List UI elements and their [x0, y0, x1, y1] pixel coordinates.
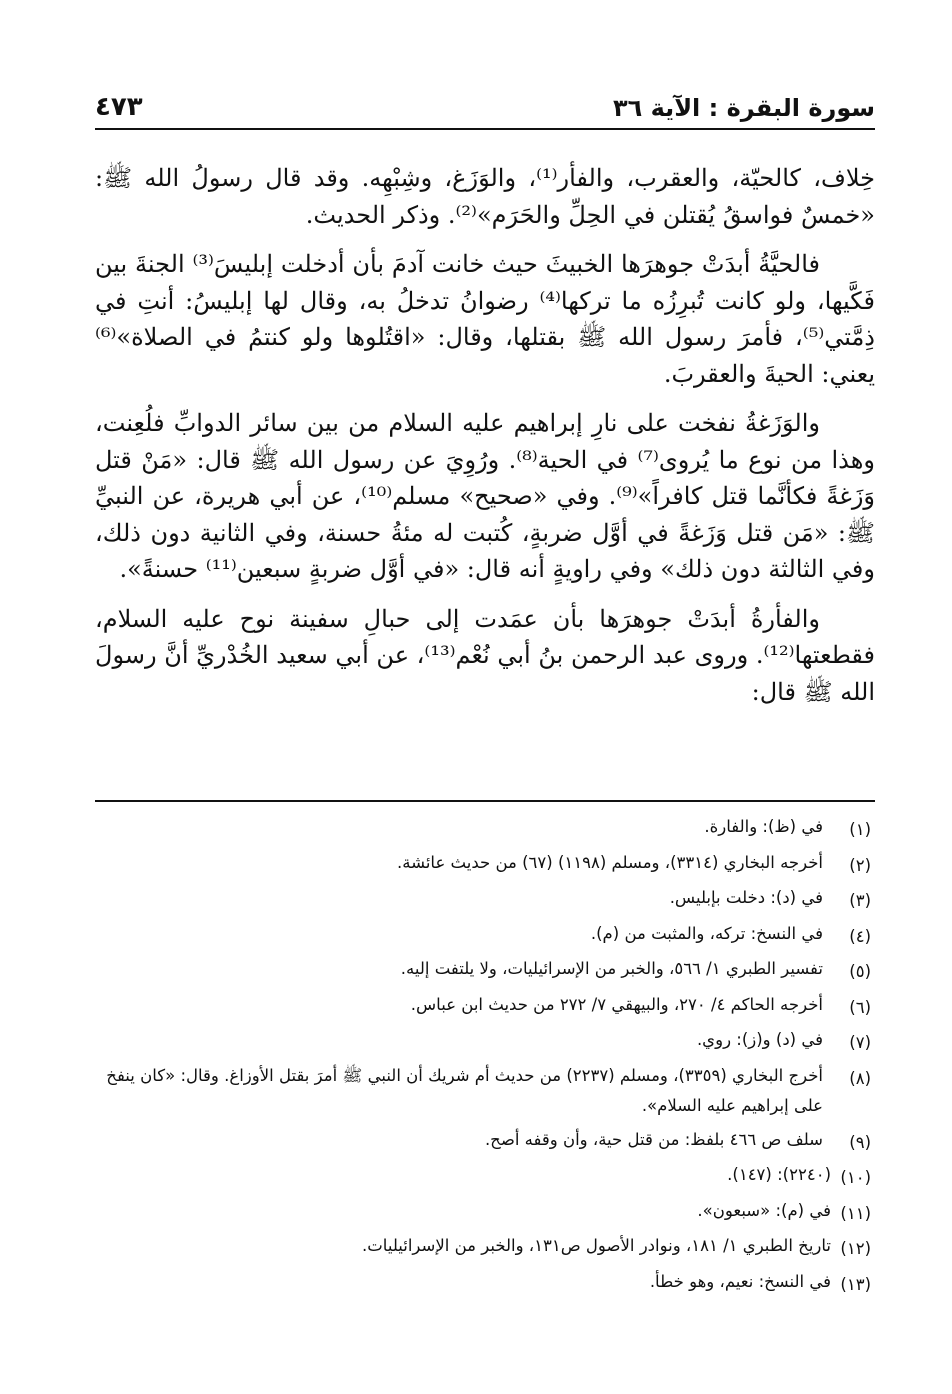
footnote-number: (٧): [849, 1033, 871, 1052]
footnotes: [95, 812, 875, 1302]
footnote-text: تاريخ الطبري ١/ ١٨١، ونوادر الأصول ص١٣١، والخبر من الإسرائيليات.: [362, 1236, 831, 1255]
footnote-number: (١١): [840, 1203, 871, 1223]
footnote-text: سلف ص ٤٦٦ بلفظ: من قتل حية، وأن وقفه أصح.: [484, 1129, 823, 1149]
footnote: [95, 990, 875, 1026]
footnote: [95, 1061, 875, 1125]
paragraph: فالحيَّةُ أبدَتْ جوهرَها الخبيثَ حيث خانت آدمَ بأن أدخلت إبليسَ⁽³⁾ الجنةَ بين فَكَّيها، ولو كانت تُبرِزُه ما تركها⁽⁴⁾ رضوانُ تدخلُ به، وقال لها إبليسُ: أنتِ في ذِمَّتي⁽⁵⁾، فأمرَ رسول الله ﷺ بقتلها، وقال: «اقتُلوها ولو كنتمُ في الصلاة»⁽⁶⁾ يعني: الحيةَ والعقربَ.: [95, 250, 875, 388]
footnote: [95, 883, 875, 919]
footnote-number: (٥): [849, 962, 871, 981]
footnote: [95, 1196, 875, 1232]
page-header: [95, 82, 875, 122]
footnote-text: في النسخ: نعيم، وهو خطأ.: [649, 1271, 831, 1291]
footnote-text: في (م): «سبعون».: [697, 1200, 831, 1220]
footnote-text: في النسخ: تركه، والمثبت من (م).: [590, 923, 823, 943]
footnote-number: (١): [849, 820, 871, 839]
footnote: [95, 812, 875, 848]
paragraph: والفأرةُ أبدَتْ جوهرَها بأن عمَدت إلى حبالِ سفينة نوح عليه السلام، فقطعتها⁽¹²⁾. وروى عبد الرحمن بنُ أبي نُعْم⁽¹³⁾، عن أبي سعيد الخُدْريِّ أنَّ رسولَ الله ﷺ قال:: [95, 604, 876, 706]
footnote-number: (٦): [849, 997, 871, 1017]
footnote-number: (٢): [849, 855, 871, 875]
page-number: ٤٧٣: [95, 92, 143, 122]
footnote: [95, 919, 875, 955]
footnote-number: (١٢): [840, 1239, 871, 1258]
book-page: [95, 0, 875, 1394]
footnote: [95, 848, 875, 884]
footnote: [95, 1160, 875, 1196]
footnote-number: (١٣): [840, 1274, 871, 1294]
footnote: [95, 954, 875, 990]
footnote-text: في (ظ): والفارة.: [704, 817, 823, 836]
footnote-text: أخرجه البخاري (٣٣١٤)، ومسلم (١١٩٨) (٦٧) من حديث عائشة.: [397, 852, 823, 872]
header-divider: [95, 128, 875, 130]
footnote-text: في (د): دخلت بإبليس.: [669, 888, 823, 907]
footnote-text: أخرجه الحاكم ٤/ ٢٧٠، والبيهقي ٧/ ٢٧٢ من حديث ابن عباس.: [410, 994, 823, 1014]
footnote-text: في (د) و(ز): روي.: [696, 1030, 823, 1049]
footnote-number: (٩): [849, 1132, 871, 1152]
footnote: [95, 1231, 875, 1267]
footnote-number: (٨): [849, 1068, 871, 1088]
footnote-text: أخرج البخاري (٣٣٥٩)، ومسلم (٢٢٣٧) من حديث أم شريك أن النبي ﷺ أمرَ بقتل الأوزاغ. وقال: «كان ينفخ على إبراهيم عليه السلام».: [106, 1065, 823, 1115]
footnote: [95, 1025, 875, 1061]
paragraph: والوَزَغةُ نفخت على نارِ إبراهيم عليه السلام من بين سائر الدوابِّ فلُعِنت، وهذا من نوع ما يُروى⁽⁷⁾ في الحية⁽⁸⁾. ورُوِيَ عن رسول الله ﷺ قال: «مَنْ قتل وَزَغةً فكأنَّما قتل كافراً»⁽⁹⁾. وفي «صحيح» مسلم⁽¹⁰⁾، عن أبي هريرة، عن النبيِّ ﷺ: «مَن قتل وَزَغةً في أوَّل ضربةٍ، كُتبت له مئةُ حسنة، وفي الثانية دون ذلك، وفي الثالثة دون ذلك» وفي راويةٍ أنه قال: «في أوَّل ضربةٍ سبعين⁽¹¹⁾ حسنةً».: [95, 409, 876, 583]
footnote-number: (٤): [849, 926, 871, 946]
footnote-number: (١٠): [840, 1168, 871, 1187]
footnote-text: تفسير الطبري ١/ ٥٦٦، والخبر من الإسرائيليات، ولا يلتفت إليه.: [400, 959, 823, 978]
paragraph: خِلاف، كالحيّة، والعقرب، والفأر⁽¹⁾، والوَزَغ، وشِبْهِه. وقد قال رسولُ الله ﷺ: «خمسٌ فواسقُ يُقتلن في الحِلِّ والحَرَم»⁽²⁾. وذكر الحديث.: [95, 164, 875, 229]
footnote-text: (٢٢٤٠): (١٤٧).: [727, 1165, 831, 1184]
footnote: [95, 1125, 875, 1161]
running-title: سورة البقرة : الآية ٣٦: [612, 94, 875, 122]
footnote-number: (٣): [849, 891, 871, 910]
main-text: [95, 160, 875, 723]
footnote-divider: [95, 800, 875, 802]
footnote: [95, 1267, 875, 1303]
